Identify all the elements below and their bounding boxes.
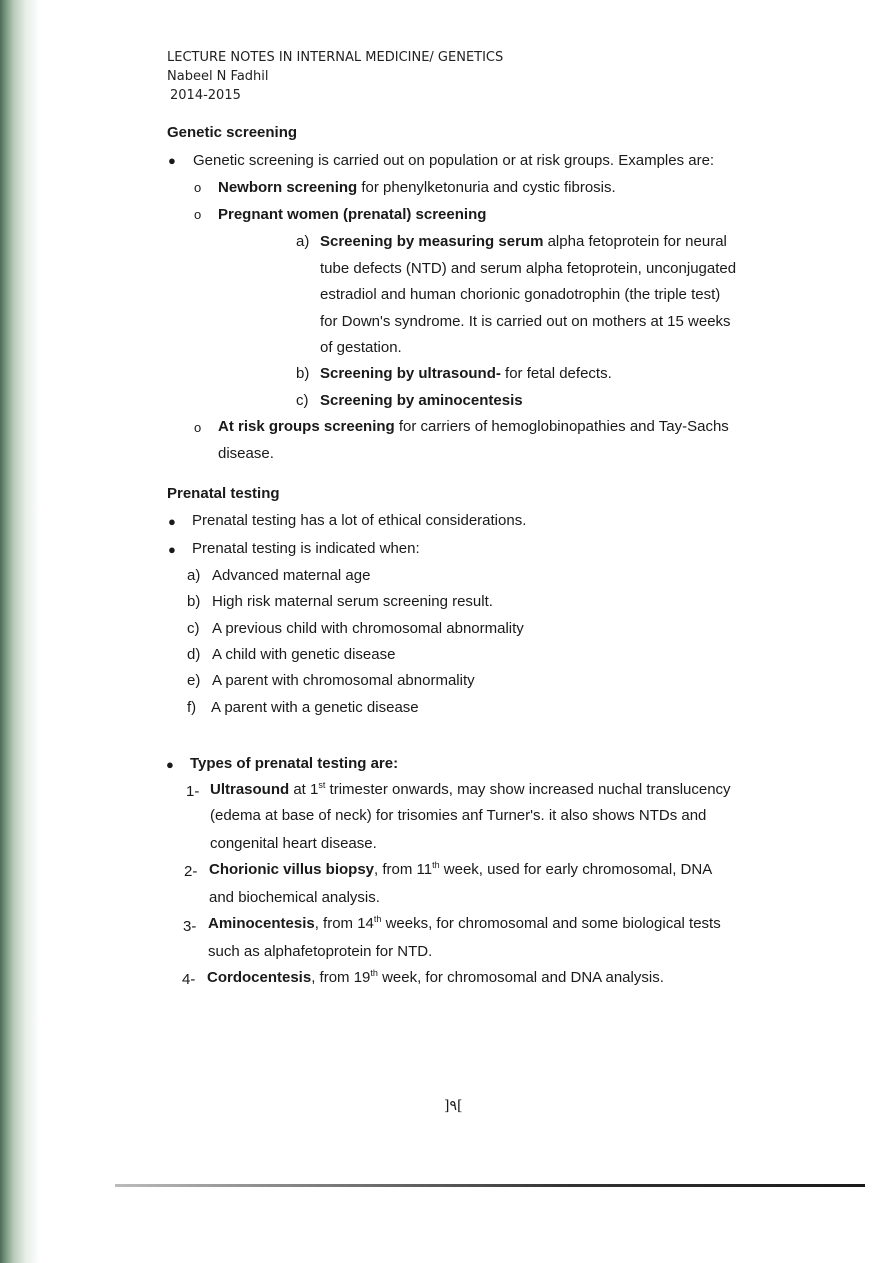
indication-item: A parent with a genetic disease [211,699,419,716]
indication-item: Advanced maternal age [212,567,371,584]
header-year: 2014-2015 [170,88,241,103]
aminocentesis-test-line: such as alphafetoprotein for NTD. [208,943,433,960]
cordocentesis-test-item [207,968,664,988]
cvs-test-item [209,860,712,880]
bullet-icon: ● [168,542,176,557]
list-label: d) [187,646,201,663]
indication-item: High risk maternal serum screening result. [212,593,493,610]
ultrasound-test-line: congenital heart disease. [210,835,377,852]
list-number: 4- [182,971,196,988]
newborn-screening-item [218,178,616,198]
newborn-screening-term: Newborn screening [218,179,358,196]
list-label: c) [296,392,309,409]
genetic-screening-heading: Genetic screening [167,124,298,141]
ultrasound-test-line: (edema at base of neck) for trisomies anf Turner's. it also shows NTDs and [210,807,707,824]
cordocentesis-test-sup: th [370,968,378,978]
list-label: b) [296,365,310,382]
cordocentesis-test-term: Cordocentesis [207,969,312,986]
newborn-screening-text: for phenylketonuria and cystic fibrosis. [357,179,616,196]
ultrasound-test-post: trimester onwards, may show increased nuchal translucency [325,781,731,798]
aminocentesis-test-sup: th [373,914,382,924]
risk-groups-term: At risk groups screening [218,418,395,435]
header-title: LECTURE NOTES IN INTERNAL MEDICINE/ GENETICS [167,50,504,65]
list-number: 2- [184,863,198,880]
cvs-test-line: and biochemical analysis. [209,889,380,906]
serum-screening-text: alpha fetoprotein for neural [543,233,727,250]
list-label: a) [187,567,201,584]
sub-bullet-icon: o [194,420,202,435]
list-label: b) [187,593,201,610]
bullet-icon: ● [166,757,174,772]
list-number: 3- [183,918,197,935]
indication-item: A previous child with chromosomal abnormality [212,620,524,637]
cordocentesis-test-post: week, for chromosomal and DNA analysis. [377,969,664,986]
document-header [167,48,503,105]
cvs-test-post: week, used for early chromosomal, DNA [439,861,713,878]
prenatal-testing-heading: Prenatal testing [167,485,280,502]
serum-screening-term: Screening by measuring serum [320,233,544,250]
ultrasound-screening-term: Screening by ultrasound- [320,365,501,382]
list-label: a) [296,233,310,250]
aminocentesis-screening-item: Screening by aminocentesis [320,392,523,409]
risk-groups-line: disease. [218,445,274,462]
serum-screening-item [320,232,727,252]
indication-item: A parent with chromosomal abnormality [212,672,475,689]
prenatal-bullet: Prenatal testing is indicated when: [192,540,420,557]
page-number: ]٩[ [444,1098,463,1114]
cordocentesis-test-pre: , from 19 [311,969,371,986]
aminocentesis-test-post: weeks, for chromosomal and some biological tests [381,915,721,932]
ultrasound-test-term: Ultrasound [210,781,290,798]
serum-screening-line: for Down's syndrome. It is carried out on mothers at 15 weeks [320,313,731,330]
header-author: Nabeel N Fadhil [167,69,269,84]
sub-bullet-icon: o [194,180,202,195]
list-number: 1- [186,783,200,800]
list-label: f) [187,699,197,716]
risk-groups-item [218,417,729,437]
aminocentesis-test-pre: , from 14 [314,915,374,932]
serum-screening-line: tube defects (NTD) and serum alpha fetoprotein, unconjugated [320,260,737,277]
serum-screening-line: estradiol and human chorionic gonadotrophin (the triple test) [320,286,721,303]
sub-bullet-icon: o [194,207,202,222]
scan-left-edge [0,0,40,1263]
list-label: e) [187,672,201,689]
cvs-test-sup: th [432,860,440,870]
pregnant-screening-item: Pregnant women (prenatal) screening [218,206,487,223]
aminocentesis-test-term: Aminocentesis [208,915,315,932]
genetic-screening-intro: Genetic screening is carried out on population or at risk groups. Examples are: [193,152,715,169]
bullet-icon: ● [168,153,176,168]
ultrasound-test-item [210,780,731,800]
ultrasound-test-sup: st [318,780,326,790]
types-heading: Types of prenatal testing are: [190,755,399,772]
list-label: c) [187,620,200,637]
serum-screening-line: of gestation. [320,339,402,356]
risk-groups-text: for carriers of hemoglobinopathies and Tay-Sachs [394,418,729,435]
cvs-test-pre: , from 11 [374,861,433,878]
ultrasound-screening-text: for fetal defects. [500,365,612,382]
prenatal-bullet: Prenatal testing has a lot of ethical considerations. [192,512,527,529]
page-bottom-rule [115,1184,865,1187]
indication-item: A child with genetic disease [212,646,396,663]
cvs-test-term: Chorionic villus biopsy [209,861,375,878]
bullet-icon: ● [168,514,176,529]
ultrasound-screening-item [320,364,612,384]
aminocentesis-test-item [208,914,721,934]
ultrasound-test-pre: at 1 [289,781,319,798]
